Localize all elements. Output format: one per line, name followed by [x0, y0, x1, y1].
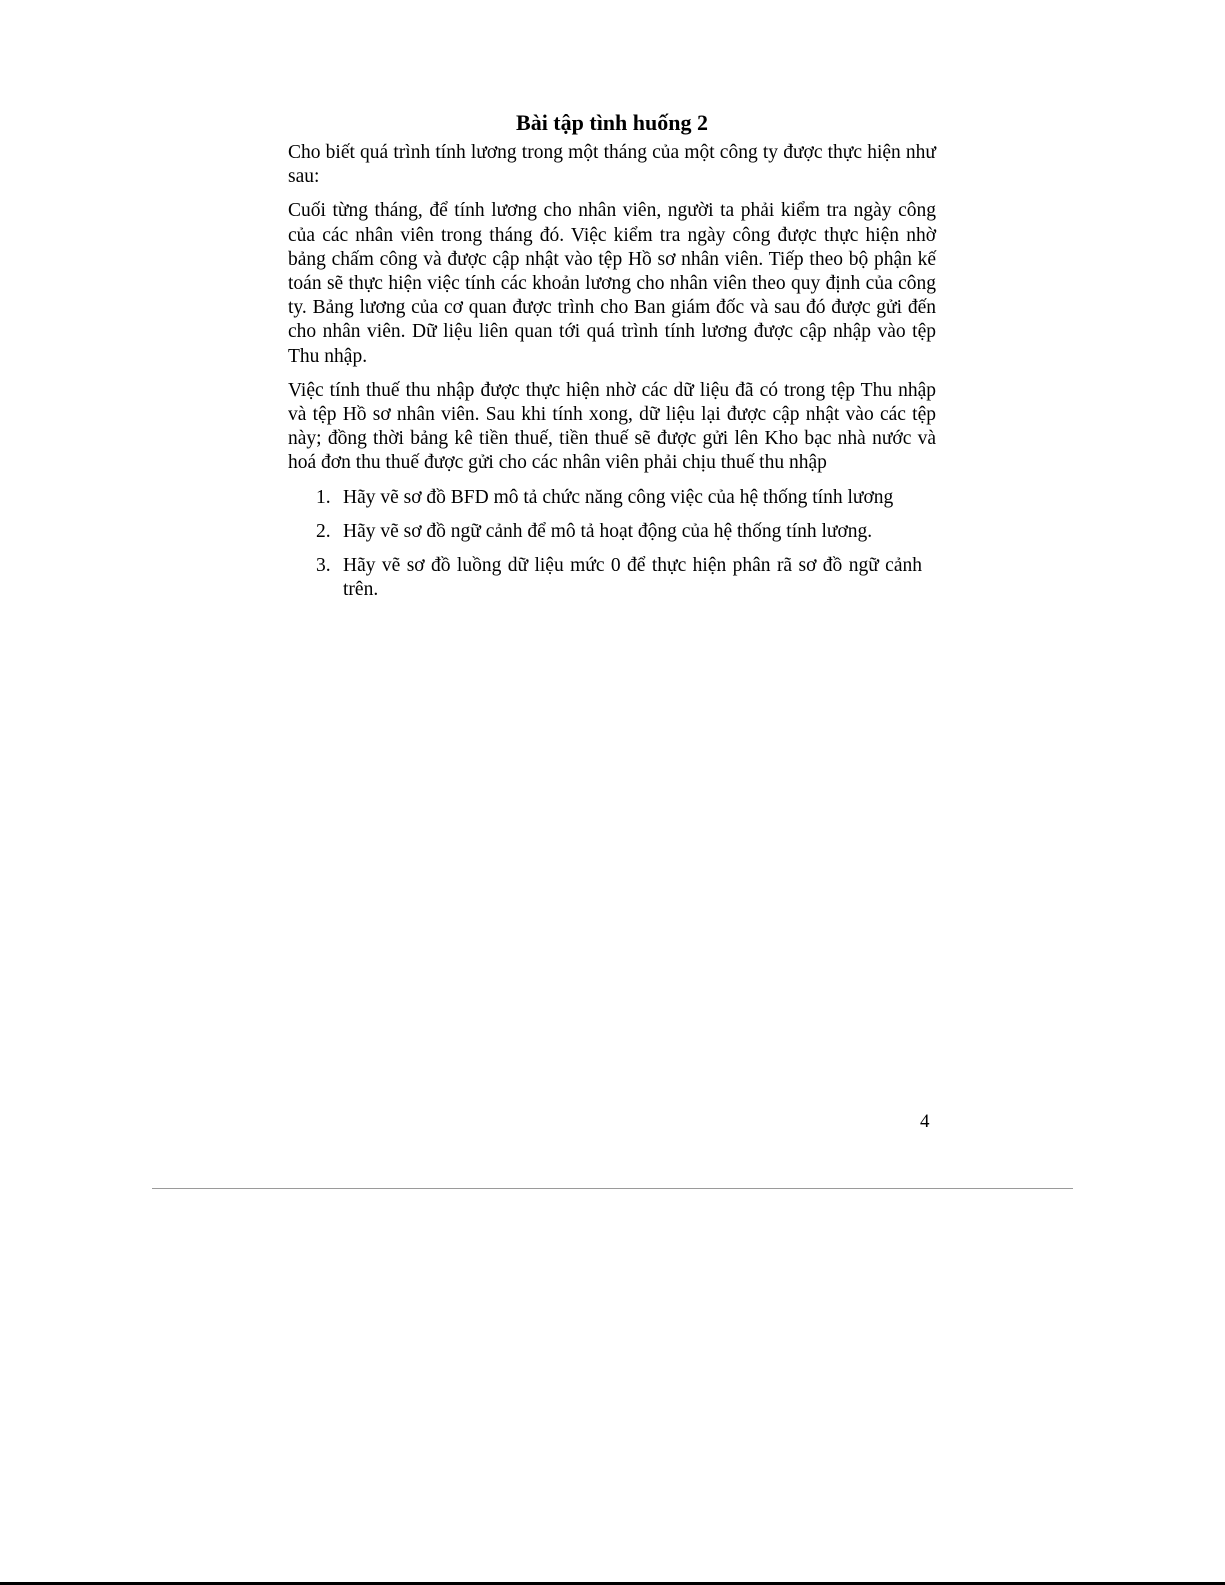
- question-text: Hãy vẽ sơ đồ BFD mô tả chức năng công việc của hệ thống tính lương: [343, 486, 894, 508]
- question-number: 1.: [316, 486, 331, 508]
- salary-process-paragraph: Cuối từng tháng, để tính lương cho nhân viên, người ta phải kiểm tra ngày công của các nhân viên trong tháng đó. Việc kiểm tra ngày công được thực hiện nhờ bảng chấm công và được cập nhật vào tệp Hồ sơ nhân viên. Tiếp theo bộ phận kế toán sẽ thực hiện việc tính các khoản lương cho nhân viên theo quy định của công ty. Bảng lương của cơ quan được trình cho Ban giám đốc và sau đó được gửi đến cho nhân viên. Dữ liệu liên quan tới quá trình tính lương được cập nhập vào tệp Thu nhập.: [288, 200, 936, 367]
- question-list: [288, 486, 936, 603]
- question-item-2: [288, 520, 936, 544]
- page-separator: [152, 1188, 1073, 1189]
- document-body: [288, 108, 936, 612]
- question-item-1: [288, 486, 936, 510]
- question-text: Hãy vẽ sơ đồ luồng dữ liệu mức 0 để thực hiện phân rã sơ đồ ngữ cảnh trên.: [343, 555, 922, 601]
- question-text: Hãy vẽ sơ đồ ngữ cảnh để mô tả hoạt động của hệ thống tính lương.: [343, 520, 873, 542]
- question-number: 3.: [316, 555, 331, 577]
- tax-process-paragraph: Việc tính thuế thu nhập được thực hiện nhờ các dữ liệu đã có trong tệp Thu nhập và tệp Hồ sơ nhân viên. Sau khi tính xong, dữ liệu lại được cập nhật vào các tệp này; đồng thời bảng kê tiền thuế, tiền thuế sẽ được gửi lên Kho bạc nhà nước và hoá đơn thu thuế được gửi cho các nhân viên phải chịu thuế thu nhập: [288, 379, 936, 474]
- page-number: 4: [920, 1111, 930, 1132]
- intro-paragraph: Cho biết quá trình tính lương trong một tháng của một công ty được thực hiện như sau:: [288, 142, 936, 188]
- question-number: 2.: [316, 520, 331, 542]
- page-title: Bài tập tình huống 2: [516, 110, 708, 135]
- question-item-3: [288, 554, 936, 602]
